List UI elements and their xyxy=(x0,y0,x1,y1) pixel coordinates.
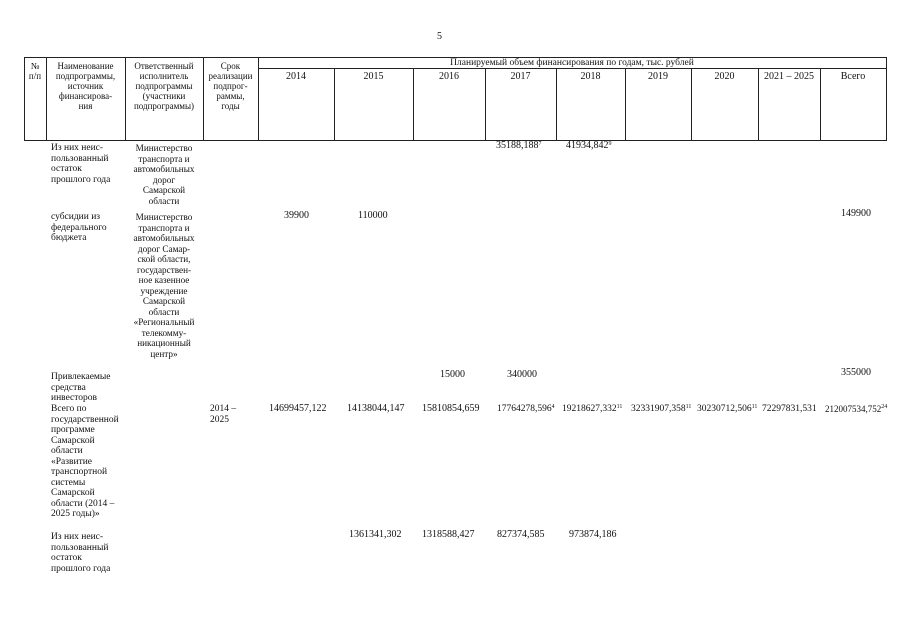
header-year-2020: 2020 xyxy=(714,71,735,82)
cell-total: 212007534,752$^{24}$ xyxy=(825,404,888,414)
header-name: Наименование подпрограммы, источник финансирова- ния xyxy=(55,61,116,111)
header-year-2021-2025: 2021 – 2025 xyxy=(764,71,814,82)
cell-2016: 1318588,427 xyxy=(422,529,475,540)
header-year-2014: 2014 xyxy=(286,71,306,82)
cell-total: 149900 xyxy=(841,208,871,219)
cell-2017: 827374,585 xyxy=(497,529,545,540)
header-years-line xyxy=(258,68,886,69)
row-executor: Министерство транспорта и автомобильных дорог Самарской области xyxy=(133,143,195,206)
header-num: № п/п xyxy=(28,61,42,81)
row-term: 2014 – 2025 xyxy=(210,404,237,425)
header-year-2019: 2019 xyxy=(648,71,668,82)
row-name: Всего по государственной программе Самарской области «Развитие транспортной системы Самарской области (2014 – 2025 годы)» xyxy=(51,404,119,519)
header-year-2017: 2017 xyxy=(510,71,531,82)
header-bottom-line xyxy=(24,140,886,141)
cell-2018: 19218627,332$^{11}$ xyxy=(562,404,623,414)
header-total: Всего xyxy=(840,71,866,82)
cell-2014: 39900 xyxy=(284,210,309,221)
header-year-2018: 2018 xyxy=(580,71,601,82)
header-year-2015: 2015 xyxy=(363,71,384,82)
cell-2021-2025: 72297831,531 xyxy=(762,404,817,414)
header-term: Срок реализации подпрог- раммы, годы xyxy=(208,61,253,111)
cell-2016: 15000 xyxy=(440,369,465,380)
row-executor: Министерство транспорта и автомобильных дорог Самар- ской области, государствен- ное казенное учреждение Самарской области «Региональный телекомму- никационный центр» xyxy=(133,212,195,359)
header-financing: Планируемый объем финансирования по годам, тыс. рублей xyxy=(450,58,694,68)
cell-2015: 14138044,147 xyxy=(347,403,405,414)
page-number: 5 xyxy=(437,31,442,42)
row-name: Привлекаемые средства инвесторов xyxy=(51,372,111,403)
cell-2017: 17764278,596$^4$ xyxy=(497,404,555,414)
cell-2019: 32331907,358$^{11}$ xyxy=(631,404,692,414)
header-executor: Ответственный исполнитель подпрограммы (участники подпрограммы) xyxy=(133,61,195,111)
header-year-2016: 2016 xyxy=(439,71,459,82)
cell-2020: 30230712,506$^{11}$ xyxy=(697,404,758,414)
cell-2018: 973874,186 xyxy=(569,529,617,540)
row-name: Из них неис- пользованный остаток прошлого года xyxy=(51,532,111,574)
cell-2014: 14699457,122 xyxy=(269,403,327,414)
cell-2016: 15810854,659 xyxy=(422,403,480,414)
cell-total: 355000 xyxy=(841,367,871,378)
cell-2017: 35188,188$^7$ xyxy=(496,140,542,151)
cell-2018: 41934,842$^9$ xyxy=(566,140,612,151)
row-name: Из них неис- пользованный остаток прошлого года xyxy=(51,143,111,185)
cell-2017: 340000 xyxy=(507,369,537,380)
row-name: субсидии из федерального бюджета xyxy=(51,212,107,243)
cell-2015: 110000 xyxy=(358,210,388,221)
cell-2015: 1361341,302 xyxy=(349,529,402,540)
